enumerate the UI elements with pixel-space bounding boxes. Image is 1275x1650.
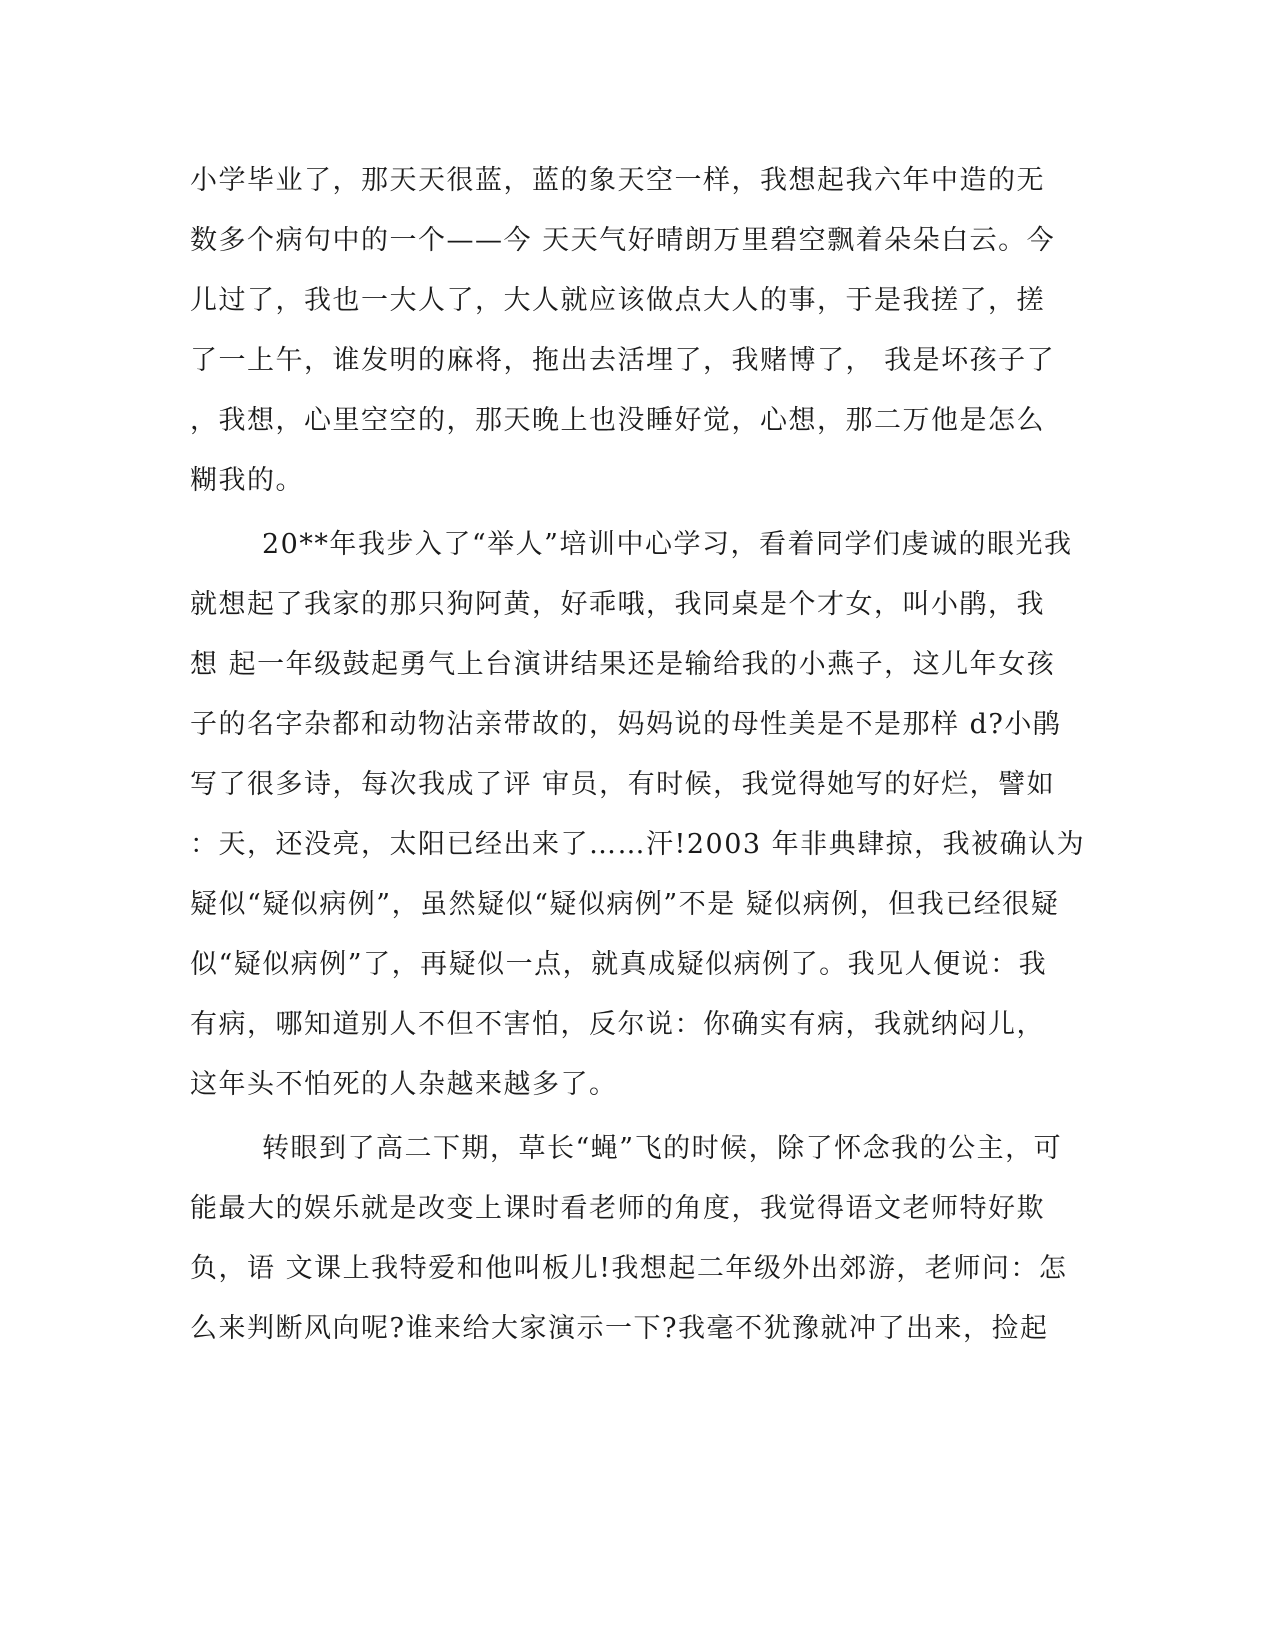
paragraph-3-line-1: 转眼到了高二下期，草长“蝇”飞的时候，除了怀念我的公主，可 — [262, 1133, 1063, 1164]
paragraph-1-line-4: 了一上午，谁发明的麻将，拖出去活埋了，我赌博了， 我是坏孩子了 — [190, 345, 1056, 376]
paragraph-2-line-10: 这年头不怕死的人杂越来越多了。 — [190, 1069, 618, 1100]
paragraph-1-line-5: ，我想，心里空空的，那天晚上也没睡好觉，心想，那二万他是怎么 — [190, 405, 1045, 436]
paragraph-2-line-3: 想 起一年级鼓起勇气上台演讲结果还是输给我的小燕子，这儿年女孩 — [190, 649, 1056, 680]
paragraph-2-line-8: 似“疑似病例”了，再疑似一点，就真成疑似病例了。我见人便说：我 — [190, 949, 1048, 980]
paragraph-2-line-9: 有病，哪知道别人不但不害怕，反尔说：你确实有病，我就纳闷儿， — [190, 1009, 1045, 1040]
paragraph-1-line-3: 儿过了，我也一大人了，大人就应该做点大人的事，于是我搓了，搓 — [190, 285, 1045, 316]
paragraph-1-line-1: 小学毕业了，那天天很蓝，蓝的象天空一样，我想起我六年中造的无 — [190, 165, 1045, 196]
paragraph-3-line-2: 能最大的娱乐就是改变上课时看老师的角度，我觉得语文老师特好欺 — [190, 1193, 1045, 1224]
paragraph-3-line-3: 负，语 文课上我特爱和他叫板儿!我想起二年级外出郊游，老师问：怎 — [190, 1253, 1068, 1284]
paragraph-2-line-1: 20**年我步入了“举人”培训中心学习，看着同学们虔诚的眼光我 — [262, 529, 1073, 560]
paragraph-2-line-6: ：天，还没亮，太阳已经出来了……汗!2003 年非典肆掠，我被确认为 — [190, 829, 1086, 860]
paragraph-3-line-4: 么来判断风向呢?谁来给大家演示一下?我毫不犹豫就冲了出来，捡起 — [190, 1313, 1049, 1344]
paragraph-2-line-5: 写了很多诗，每次我成了评 审员，有时候，我觉得她写的好烂，譬如 — [190, 769, 1056, 800]
paragraph-1-line-2: 数多个病句中的一个——今 天天气好晴朗万里碧空飘着朵朵白云。今 — [190, 225, 1056, 256]
paragraph-2-line-2: 就想起了我家的那只狗阿黄，好乖哦，我同桌是个才女，叫小鹃，我 — [190, 589, 1045, 620]
paragraph-2-line-4: 子的名字杂都和动物沾亲带故的，妈妈说的母性美是不是那样 d?小鹃 — [190, 709, 1062, 740]
paragraph-2-line-7: 疑似“疑似病例”，虽然疑似“疑似病例”不是 疑似病例，但我已经很疑 — [190, 889, 1060, 920]
paragraph-1-line-6: 糊我的。 — [190, 465, 304, 496]
